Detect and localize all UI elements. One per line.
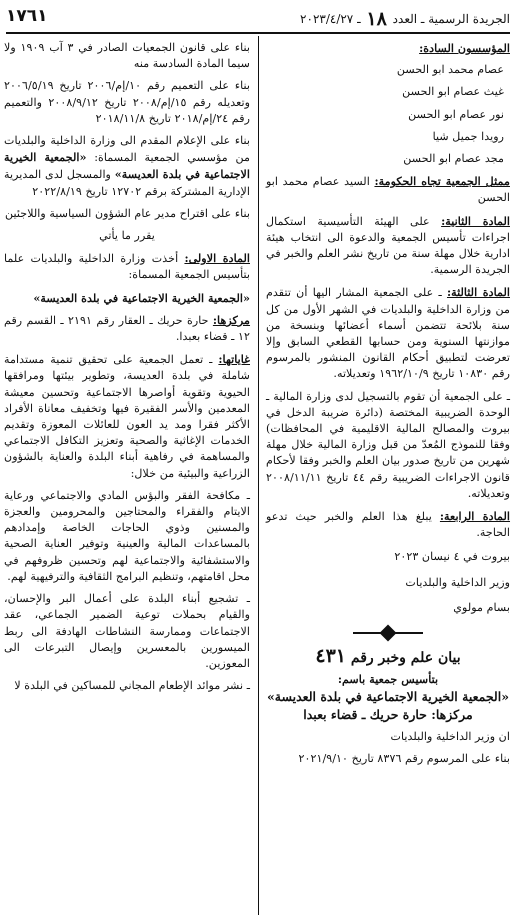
rep-value: السيد عصام محمد ابو الحسن bbox=[266, 175, 510, 205]
article-4-label: المادة الرابعة: bbox=[439, 509, 511, 524]
goals bbox=[4, 351, 250, 482]
gov-representative bbox=[266, 173, 510, 206]
issue-date: ـ ٢٠٢٣/٤/٢٧ bbox=[300, 12, 361, 26]
declaration-subtitle: بتأسيس جمعية باسم: bbox=[337, 671, 439, 686]
preamble-law: بناء على قانون الجمعيات الصادر في ٣ آب ١٩٠٩ ولا سيما المادة السادسة منه bbox=[4, 41, 250, 71]
gazette-issue-line bbox=[300, 8, 510, 30]
rep-label: ممثل الجمعية تجاه الحكومة: bbox=[374, 174, 510, 189]
article-3 bbox=[266, 284, 510, 382]
column-divider bbox=[258, 36, 259, 915]
page-header bbox=[6, 6, 510, 32]
declaration-decree: بناء على المرسوم رقم ٨٣٧٦ تاريخ ٢٠٢١/٩/١٠ bbox=[298, 752, 510, 766]
declaration-title bbox=[266, 645, 510, 668]
founder-item: غيث عصام ابو الحسن bbox=[402, 85, 504, 99]
article-4 bbox=[266, 508, 510, 541]
preamble-notification-text: بناء على الإعلام المقدم الى وزارة الداخلية والبلديات من مؤسسي الجمعية المسماة: bbox=[4, 134, 250, 165]
article-4-text: يبلغ هذا العلم والخبر حيث تدعو الحاجة. bbox=[266, 510, 510, 540]
preamble-registration: والمسجل لدى المديرية الإدارية المشتركة برقم ١٢٧٠٢ تاريخ ٢٠٢٢/٨/١٩ bbox=[4, 168, 250, 198]
signature-title: وزير الداخلية والبلديات bbox=[405, 575, 510, 589]
article-1 bbox=[4, 250, 250, 283]
founder-item: رويدا جميل شيا bbox=[432, 129, 504, 143]
gazette-name: الجريدة الرسمية ـ العدد bbox=[392, 12, 510, 26]
article-2-label: المادة الثانية: bbox=[441, 213, 510, 228]
declaration-title-text: بيان علم وخبر رقم bbox=[350, 650, 461, 667]
preamble-circulars: بناء على التعميم رقم ١٠/إم/٢٠٠٦ تاريخ ٢٠٠٦/٥/١٩ وتعديله رقم ١٥/إم/٢٠٠٨ تاريخ ٢٠٠٨/٩/١٢ والتعميم رقم ٢٤/إم/٢٠١٨ تاريخ ٢٠١٨/١١/٨ bbox=[4, 79, 250, 125]
declaration-minister: ان وزير الداخلية والبلديات bbox=[390, 730, 510, 744]
founders-list bbox=[266, 62, 510, 167]
preamble-proposal: بناء على اقتراح مدير عام الشؤون السياسية واللاجئين bbox=[5, 206, 250, 220]
headquarters-label: مركزها: bbox=[212, 312, 251, 327]
founder-item: نور عصام ابو الحسن bbox=[408, 107, 504, 121]
founder-item: عصام محمد ابو الحسن bbox=[396, 63, 504, 77]
article-2-text: على الهيئة التأسيسية استكمال اجراءات تأسيس الجمعية والدعوة الى انتخاب هيئة ادارية خلال مهلة سنة من تاريخ نشر العلم والخبر في الجريدة الرسمية. bbox=[266, 214, 510, 277]
article-2 bbox=[266, 213, 510, 279]
article-1-text: أخذت وزارة الداخلية والبلديات علما بتأسيس الجمعية المسماة: bbox=[4, 252, 250, 282]
goals-label: غاياتها: bbox=[218, 352, 250, 367]
signature-place-date: بيروت في ٤ نيسان ٢٠٢٣ bbox=[394, 550, 510, 564]
goal-bullet: ـ نشر موائد الإطعام المجاني للمساكين في البلدة لا bbox=[14, 679, 250, 693]
article-3-label: المادة الثالثة: bbox=[446, 285, 510, 300]
right-column bbox=[266, 40, 510, 774]
article-3-text: ـ على الجمعية المشار اليها أن تتقدم من وزارة الداخلية والبلديات في الشهر الأول من كل سنة بلائحة تتضمن أسماء أعضائها وبنسخة من موازنتها السنوية ومن حسابها القطعي السابق وإلا تعرضت لتطبيق أحكام القانون المنشور بالمرسوم رقم ١٠٨٣٠ تاريخ ١٩٦٢/١٠/٩ وتعديلاته. bbox=[266, 286, 510, 381]
section-ornament bbox=[266, 626, 510, 642]
header-rule bbox=[6, 32, 510, 34]
issue-number: ١٨ bbox=[366, 8, 387, 30]
headquarters-text: حارة حريك ـ العقار رقم ٢١٩١ ـ القسم رقم ١٢ ـ قضاء بعبدا. bbox=[4, 313, 250, 344]
page-number: ١٧٦١ bbox=[6, 6, 48, 26]
article-1-association-name: «الجمعية الخيرية الاجتماعية في بلدة العديسة» bbox=[33, 290, 250, 305]
goal-bullet: ـ مكافحة الفقر والبؤس المادي والاجتماعي ورعاية الايتام والفقراء والمحتاجين والمحرومين والعجزة والمسنين وذوي الحاجات الخاصة وإمدادهم بالمساعدات المالية والعينية وتوفير العناية الصحية والاستشفائية والاجتماعية لهم وتحسين ظروفهم في محل اقامتهم، وتنظيم البرامج الثقافية والترفيهية لهم. bbox=[4, 488, 250, 583]
founder-item: مجد عصام ابو الحسن bbox=[403, 152, 504, 166]
goals-text: ـ تعمل الجمعية على تحقيق تنمية مستدامة شاملة في بلدة العديسة، وتطوير بيئتها ومرافقها الحيوية وتقوية أواصرها الاجتماعية وتحسين معيشة المعدمين والأسر الفقيرة فيها وتخفيف معاناة الأفراد الأكثر فقرا ومد يد العون للعائلات المعوزة وتقديم الخدمات الإغاثية والصحية وتعزيز التكافل الاجتماعي والمساهمة في رفاهية أبناء البلدة والعناية بالشؤون الزراعية والبيئية من خلال: bbox=[4, 353, 250, 480]
headquarters bbox=[4, 312, 250, 345]
founders-heading: المؤسسون السادة: bbox=[419, 41, 510, 55]
article-3-tax: ـ على الجمعية أن تقوم بالتسجيل لدى وزارة المالية ـ الوحدة الضريبية المختصة (دائرة ضريبة الدخل في بيروت والمصالح المالية الاقليمية في المحافظات) وفقا للنموذج المُعدّ من قبل وزارة المالية خلال مهلة شهرين من تاريخ صدور بيان العلم والخبر وفقا لأحكام قانون الاجراءات الضريبية رقم ٤٤ تاريخ ٢٠٠٨/١١/١١ وتعديلاته. bbox=[266, 389, 510, 500]
declaration-association-name: «الجمعية الخيرية الاجتماعية في بلدة العديسة» bbox=[266, 688, 510, 704]
decides-heading: يقرر ما يأتي bbox=[99, 229, 155, 243]
declaration-headquarters: مركزها: حارة حريك ـ قضاء بعبدا bbox=[303, 706, 473, 722]
preamble-association-name: «الجمعية الخيرية الاجتماعية في بلدة العديسة» bbox=[4, 150, 251, 182]
goal-bullet: ـ تشجيع أبناء البلدة على أعمال البر والإحسان، والقيام بحملات توعية الضمير الجماعي، عقد الاجتماعات وممارسة النشاطات الهادفة الى ربط الميسورين بالمعسرين وإيصال التبرعات الى المعوزين. bbox=[4, 592, 250, 670]
signature-block bbox=[266, 549, 510, 616]
signature-name: بسام مولوي bbox=[453, 600, 510, 614]
article-1-label: المادة الاولى: bbox=[184, 251, 250, 266]
declaration-number: ٤٣١ bbox=[315, 645, 346, 668]
preamble-notification bbox=[4, 133, 250, 200]
diamond-divider-icon bbox=[353, 628, 423, 638]
left-column bbox=[4, 40, 250, 700]
